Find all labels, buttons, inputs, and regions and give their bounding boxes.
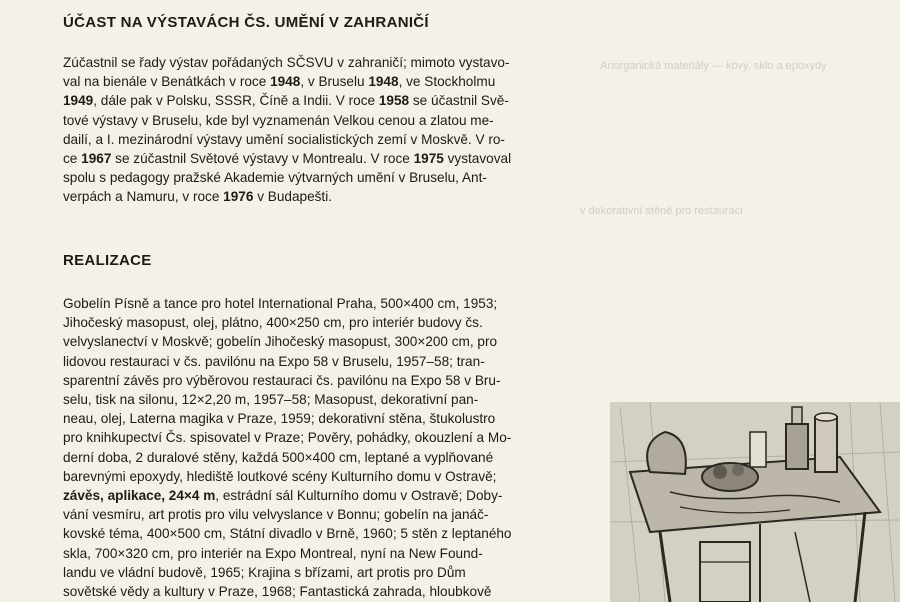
bleed-through-text-1: Anorganická materiály — kovy, sklo a epoxydy: [600, 60, 827, 72]
text-run: vystavoval: [443, 151, 512, 167]
text-line: [63, 53, 593, 72]
text-line: [63, 187, 593, 206]
text-run: se zúčastnil Světové výstavy v Montrealu. V roce: [111, 151, 414, 167]
text-run: v Budapešti.: [253, 189, 333, 205]
text-line: [63, 352, 593, 371]
section-heading-exhibitions: ÚČAST NA VÝSTAVÁCH ČS. UMĚNÍ V ZAHRANIČÍ: [63, 14, 429, 31]
text-run: barevnými epoxydy, hlediště loutkové scény Kulturního domu v Ostravě;: [63, 468, 497, 484]
bold-text-run: 1948: [368, 74, 399, 90]
text-line: [63, 544, 593, 563]
text-line: [63, 428, 593, 447]
section-heading-realizations: REALIZACE: [63, 252, 152, 269]
text-line: [63, 149, 593, 168]
text-line: [63, 130, 593, 149]
text-run: Jihočeský masopust, olej, plátno, 400×250 cm, pro interiér budovy čs.: [63, 315, 483, 331]
still-life-drawing-icon: [610, 402, 900, 602]
text-run: spolu s pedagogy pražské Akademie výtvarných umění v Bruselu, Ant-: [63, 170, 487, 186]
realizations-paragraph: [63, 294, 593, 601]
text-run: derní doba, 2 duralové stěny, každá 500×400 cm, leptané a vyplňované: [63, 449, 494, 465]
text-run: neau, olej, Laterna magika v Praze, 1959; dekorativní stěna, štukolustro: [63, 411, 496, 427]
text-line: [63, 448, 593, 467]
text-run: , ve Stockholmu: [398, 74, 496, 90]
text-line: [63, 390, 593, 409]
text-line: [63, 486, 593, 505]
text-run: skla, 700×320 cm, pro interiér na Expo Montreal, nyní na New Found-: [63, 545, 483, 561]
text-run: pro knihkupectví Čs. spisovatel v Praze; Pověry, pohádky, okouzlení a Mo-: [63, 430, 512, 446]
text-line: [63, 111, 593, 130]
text-run: lidovou restauraci v čs. pavilónu na Expo 58 v Bruselu, 1957–58; tran-: [63, 353, 485, 369]
bold-text-run: 1967: [81, 151, 112, 167]
text-run: velvyslanectví v Moskvě; gobelín Jihočeský masopust, 300×200 cm, pro: [63, 334, 498, 350]
text-line: [63, 313, 593, 332]
text-line: [63, 409, 593, 428]
bold-text-run: závěs, aplikace, 24×4 m: [63, 488, 216, 504]
text-line: [63, 371, 593, 390]
text-run: kovské téma, 400×500 cm, Státní divadlo v Brně, 1960; 5 stěn z leptaného: [63, 526, 512, 542]
text-run: Gobelín Písně a tance pro hotel International Praha, 500×400 cm, 1953;: [63, 296, 498, 311]
text-line: [63, 332, 593, 351]
exhibitions-paragraph: [63, 53, 593, 207]
bold-text-run: 1975: [413, 151, 444, 167]
text-run: val na bienále v Benátkách v roce: [63, 74, 271, 90]
bold-text-run: 1948: [270, 74, 301, 90]
text-run: se účastnil Svě-: [409, 93, 509, 109]
text-line: [63, 467, 593, 486]
bold-text-run: 1976: [223, 189, 254, 205]
text-run: selu, tisk na silonu, 12×2,20 m, 1957–58; Masopust, dekorativní pan-: [63, 392, 479, 408]
text-line: [63, 524, 593, 543]
text-run: ce: [63, 151, 82, 167]
bleed-through-text-2: v dekorativní stěně pro restauraci: [580, 205, 743, 217]
bold-text-run: 1949: [63, 93, 94, 109]
text-run: sparentní závěs pro výběrovou restauraci čs. pavilónu na Expo 58 v Bru-: [63, 372, 501, 388]
text-run: verpách a Namuru, v roce: [63, 189, 224, 205]
text-run: vání vesmíru, art protis pro vilu velvyslance v Bonnu; gobelín na janáč-: [63, 507, 489, 523]
text-line: [63, 294, 593, 313]
text-run: , v Bruselu: [300, 74, 369, 90]
still-life-drawing-image: [610, 402, 900, 602]
text-line: [63, 505, 593, 524]
text-run: tové výstavy v Bruselu, kde byl vyznamenán Velkou cenou a zlatou me-: [63, 112, 494, 128]
bold-text-run: 1958: [378, 93, 410, 109]
text-run: Zúčastnil se řady výstav pořádaných SČSVU v zahraničí; mimoto vystavo-: [63, 55, 510, 70]
text-run: sovětské vědy a kultury v Praze, 1968; Fantastická zahrada, hloubkově: [63, 584, 492, 600]
text-line: [63, 563, 593, 582]
text-line: [63, 582, 593, 601]
text-run: , dále pak v Polsku, SSSR, Číně a Indii. V roce: [93, 93, 379, 109]
text-line: [63, 168, 593, 187]
text-line: [63, 91, 593, 110]
text-line: [63, 72, 593, 91]
text-run: , estrádní sál Kulturního domu v Ostravě; Doby-: [215, 488, 503, 504]
text-run: dailí, a I. mezinárodní výstavy umění socialistických zemí v Moskvě. V ro-: [63, 131, 505, 147]
text-run: landu ve vládní budově, 1965; Krajina s břízami, art protis pro Dům: [63, 564, 466, 580]
